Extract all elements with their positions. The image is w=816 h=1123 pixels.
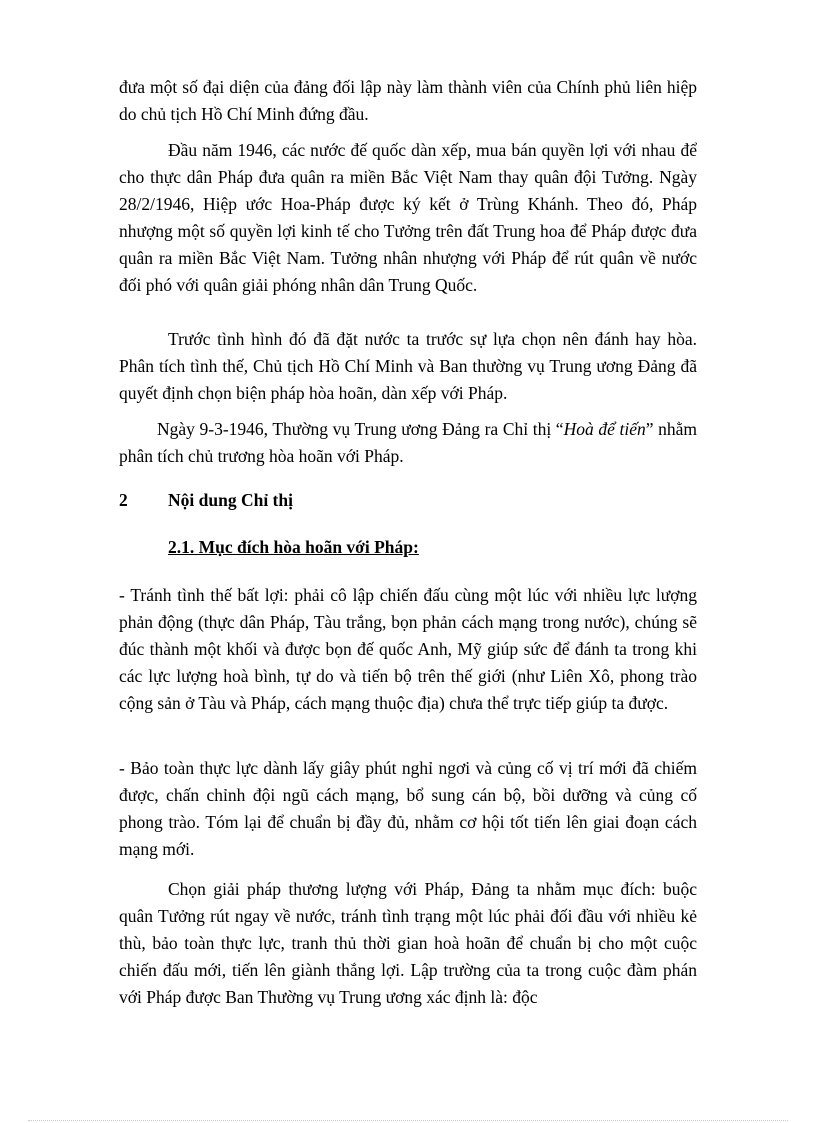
section-title: Nội dung Chỉ thị <box>168 490 293 510</box>
directive-title-italic: Hoà để tiến <box>563 419 646 439</box>
paragraph-choice-fight-or-peace: Trước tình hình đó đã đặt nước ta trước sự lựa chọn nên đánh hay hòa. Phân tích tình thế, Chủ tịch Hồ Chí Minh và Ban thường vụ Trung ương Đảng đã quyết định chọn biện pháp hòa hoãn, dàn xếp với Pháp. <box>119 329 697 403</box>
subsection-title: 2.1. Mục đích hòa hoãn với Pháp: <box>168 537 419 557</box>
page-bottom-divider <box>28 1120 788 1121</box>
directive-text-after: ” nhằm phân tích chủ trương hòa hoãn với Pháp. <box>119 419 697 466</box>
paragraph-negotiation-purpose: Chọn giải pháp thương lượng với Pháp, Đảng ta nhằm mục đích: buộc quân Tưởng rút ngay về nước, tránh tình trạng một lúc phải đối đầu với nhiều kẻ thù, bảo toàn thực lực, tranh thủ thời gian hoà hoãn để chuẩn bị cho một cuộc chiến đấu mới, tiến lên giành thắng lợi. Lập trường của ta trong cuộc đàm phán với Pháp được Ban Thường vụ Trung ương xác định là: độc <box>119 879 697 1007</box>
paragraph-directive-9-3-1946 <box>119 416 697 470</box>
paragraph-early-1946: Đầu năm 1946, các nước đế quốc dàn xếp, mua bán quyền lợi với nhau để cho thực dân Pháp đưa quân ra miền Bắc Việt Nam thay quân đội Tưởng. Ngày 28/2/1946, Hiệp ước Hoa-Pháp được ký kết ở Trùng Khánh. Theo đó, Pháp nhượng một số quyền lợi kinh tế cho Tưởng trên đất Trung hoa để Pháp được đưa quân ra miền Bắc Việt Nam. Tưởng nhân nhượng với Pháp để rút quân về nước đối phó với quân giải phóng nhân dân Trung Quốc. <box>119 140 697 295</box>
directive-text-before: Ngày 9-3-1946, Thường vụ Trung ương Đảng ra Chỉ thị “ <box>157 419 564 439</box>
section-number: 2 <box>119 490 128 510</box>
paragraph-avoid-disadvantage: - Tránh tình thế bất lợi: phải cô lập chiến đấu cùng một lúc với nhiều lực lượng phản động (thực dân Pháp, Tàu trắng, bọn phản cách mạng trong nước), chúng sẽ đúc thành một khối và được bọn đế quốc Anh, Mỹ giúp sức để đánh ta trong khi các lực lượng hoà bình, tự do và tiến bộ trên thế giới (như Liên Xô, phong trào cộng sản ở Tàu và Pháp, cách mạng thuộc địa) chưa thể trực tiếp giúp ta được. <box>119 585 697 713</box>
paragraph-preserve-forces: - Bảo toàn thực lực dành lấy giây phút nghỉ ngơi và củng cố vị trí mới đã chiếm được, chấn chỉnh đội ngũ cách mạng, bổ sung cán bộ, bồi dưỡng và củng cố phong trào. Tóm lại để chuẩn bị đầy đủ, nhằm cơ hội tốt tiến lên giai đoạn cách mạng mới. <box>119 758 697 859</box>
paragraph-coalition-government: đưa một số đại diện của đảng đối lập này làm thành viên của Chính phủ liên hiệp do chủ tịch Hồ Chí Minh đứng đầu. <box>119 77 697 124</box>
